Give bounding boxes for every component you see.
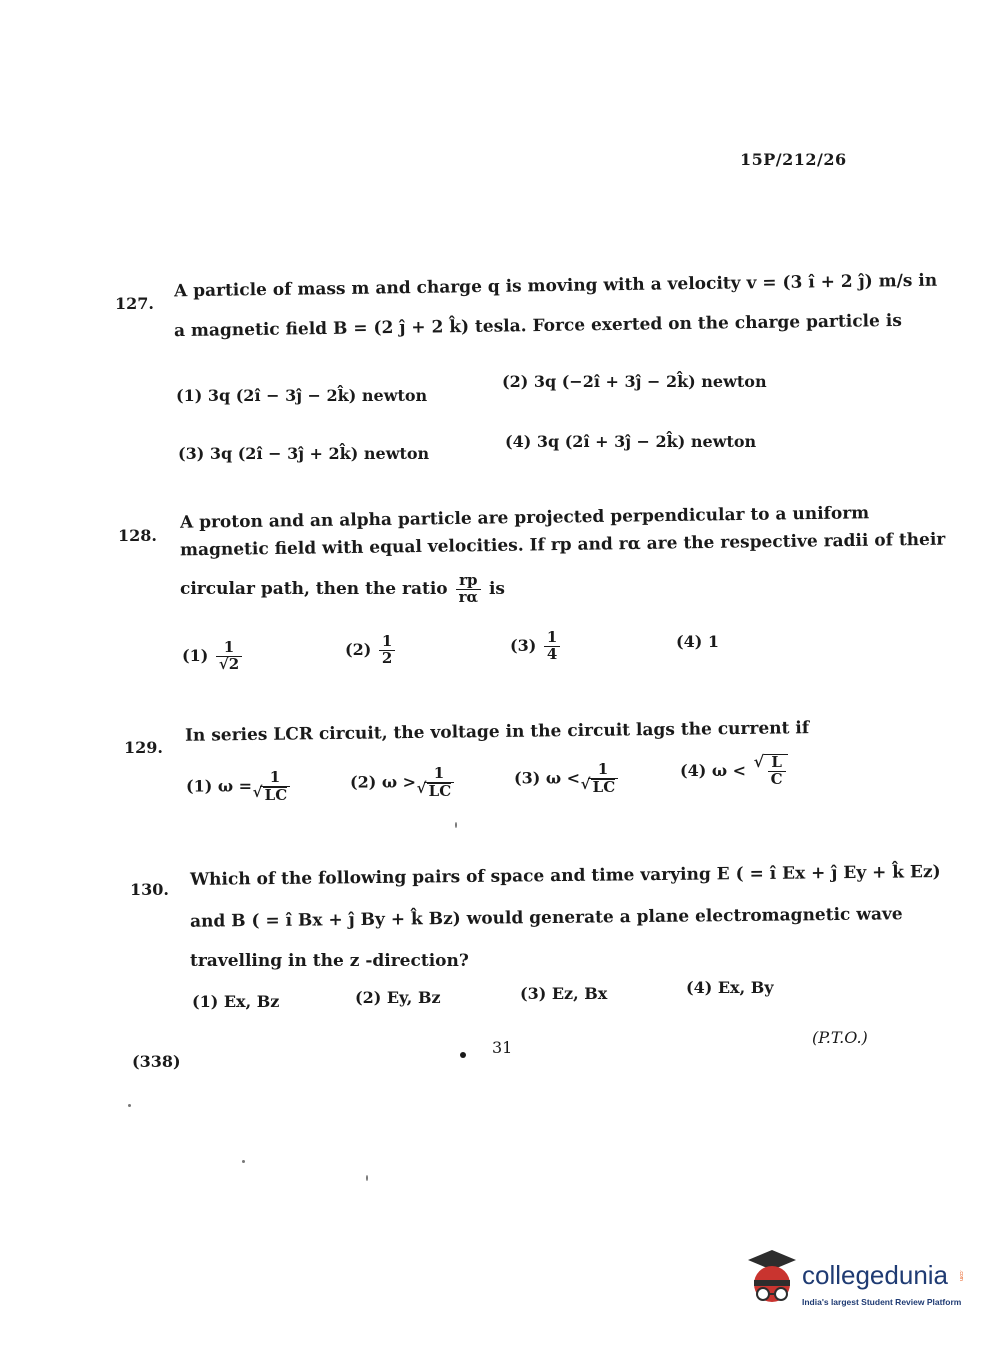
question-130-number: 130. xyxy=(130,880,169,899)
ratio-fraction xyxy=(456,573,481,606)
option-fraction xyxy=(768,755,786,788)
collegedunia-logo xyxy=(744,1248,969,1318)
question-130-option-1: (1) Ex, Bz xyxy=(192,992,280,1011)
option-label: (2) xyxy=(345,639,372,659)
fraction-denominator: 2 xyxy=(381,648,393,667)
question-128-line1: A proton and an alpha particle are projected perpendicular to a uniform xyxy=(179,503,870,533)
page-code: 15P/212/26 xyxy=(740,150,847,169)
question-127-option-2: (2) 3q (−2î + 3ĵ − 2k̂) newton xyxy=(502,372,767,391)
footer-code: (338) xyxy=(132,1052,181,1071)
question-127-option-1: (1) 3q (2î − 3ĵ − 2k̂) newton xyxy=(176,386,428,405)
question-128-option-3 xyxy=(510,630,562,663)
fraction-denominator xyxy=(588,779,619,796)
logo-name: collegedunia xyxy=(802,1260,949,1290)
option-label: (4) xyxy=(676,632,703,651)
fraction-numerator: 1 xyxy=(216,640,242,657)
fraction-denominator: 4 xyxy=(546,644,558,663)
option-relation: ω < xyxy=(545,768,581,788)
option-relation: ω < xyxy=(711,760,747,780)
option-fraction xyxy=(588,762,619,796)
fraction-numerator: 1 xyxy=(588,762,619,779)
question-128-line3 xyxy=(180,573,505,606)
option-label: (1) xyxy=(182,645,209,665)
question-129-line1: In series LCR circuit, the voltage in the circuit lags the current if xyxy=(184,718,810,746)
question-127-option-3: (3) 3q (2î − 3ĵ + 2k̂) newton xyxy=(178,444,430,463)
question-130-option-2: (2) Ey, Bz xyxy=(355,988,441,1007)
fraction-denominator: C xyxy=(770,769,783,788)
question-129-option-4 xyxy=(680,754,788,788)
question-127-line1: A particle of mass m and charge q is moving with a velocity v = (3 î + 2 ĵ) m/s in xyxy=(173,270,938,302)
option-label: (3) xyxy=(514,768,541,788)
question-128-option-2 xyxy=(345,634,397,667)
sqrt-symbol: √ LC xyxy=(427,783,452,800)
ratio-numerator: rp xyxy=(456,573,481,590)
fraction-numerator: 1 xyxy=(379,634,395,651)
question-127-line2: a magnetic field B = (2 ĵ + 2 k̂) tesla. Force exerted on the charge particle is xyxy=(173,310,902,342)
question-130-line3: travelling in the z -direction? xyxy=(190,951,469,971)
question-129-option-3 xyxy=(514,762,620,796)
pto-label: (P.T.O.) xyxy=(812,1028,868,1047)
option-value: 1 xyxy=(707,632,719,651)
option-fraction xyxy=(544,630,560,663)
question-130-line1: Which of the following pairs of space and time varying E ( = î Ex + ĵ Ey + k̂ Ez) xyxy=(189,862,941,890)
question-130-option-4: (4) Ex, By xyxy=(686,978,774,997)
fraction-numerator: 1 xyxy=(424,766,455,783)
fraction-denominator xyxy=(260,787,291,804)
logo-com: .com xyxy=(958,1270,964,1281)
option-relation: ω = xyxy=(217,776,253,796)
logo-tagline: India's largest Student Review Platform xyxy=(802,1297,962,1307)
sqrt-symbol: √ LC xyxy=(591,779,616,796)
question-128-line2: magnetic field with equal velocities. If rp and rα are the respective radii of their xyxy=(179,529,946,561)
footer-bullet xyxy=(460,1052,466,1058)
option-fraction xyxy=(260,770,291,804)
page-number: 31 xyxy=(492,1038,513,1057)
sqrt-symbol xyxy=(764,754,788,788)
question-128-number: 128. xyxy=(118,526,157,545)
fraction-denominator: √2 xyxy=(218,654,240,673)
question-129-number: 129. xyxy=(124,738,163,757)
question-128-line3-end: is xyxy=(488,578,505,599)
fraction-numerator: 1 xyxy=(544,630,560,647)
option-fraction xyxy=(216,640,242,673)
question-127-number: 127. xyxy=(115,294,154,313)
fraction-numerator: 1 xyxy=(260,770,291,787)
question-130-option-3: (3) Ez, Bx xyxy=(520,984,608,1003)
question-128-option-1 xyxy=(182,640,244,673)
option-label: (1) xyxy=(186,776,213,796)
question-129-option-2 xyxy=(350,766,456,800)
option-label: (3) xyxy=(510,635,537,655)
question-127-option-4: (4) 3q (2î + 3ĵ − 2k̂) newton xyxy=(505,432,757,451)
ratio-denominator: rα xyxy=(458,587,479,606)
fraction-numerator: √ L xyxy=(768,755,786,772)
mascot-icon xyxy=(744,1248,800,1314)
sqrt-symbol: √ LC xyxy=(263,787,288,804)
option-fraction xyxy=(379,634,395,667)
option-label: (2) xyxy=(350,772,377,792)
question-128-line3-text: circular path, then the ratio xyxy=(180,578,448,599)
option-fraction xyxy=(424,766,455,800)
question-128-option-4 xyxy=(676,632,719,651)
fraction-denominator xyxy=(424,783,455,800)
question-130-line2: and B ( = î Bx + ĵ By + k̂ Bz) would generate a plane electromagnetic wave xyxy=(189,904,903,932)
option-relation: ω > xyxy=(381,772,417,792)
option-label: (4) xyxy=(680,760,707,780)
question-129-option-1 xyxy=(186,770,292,804)
